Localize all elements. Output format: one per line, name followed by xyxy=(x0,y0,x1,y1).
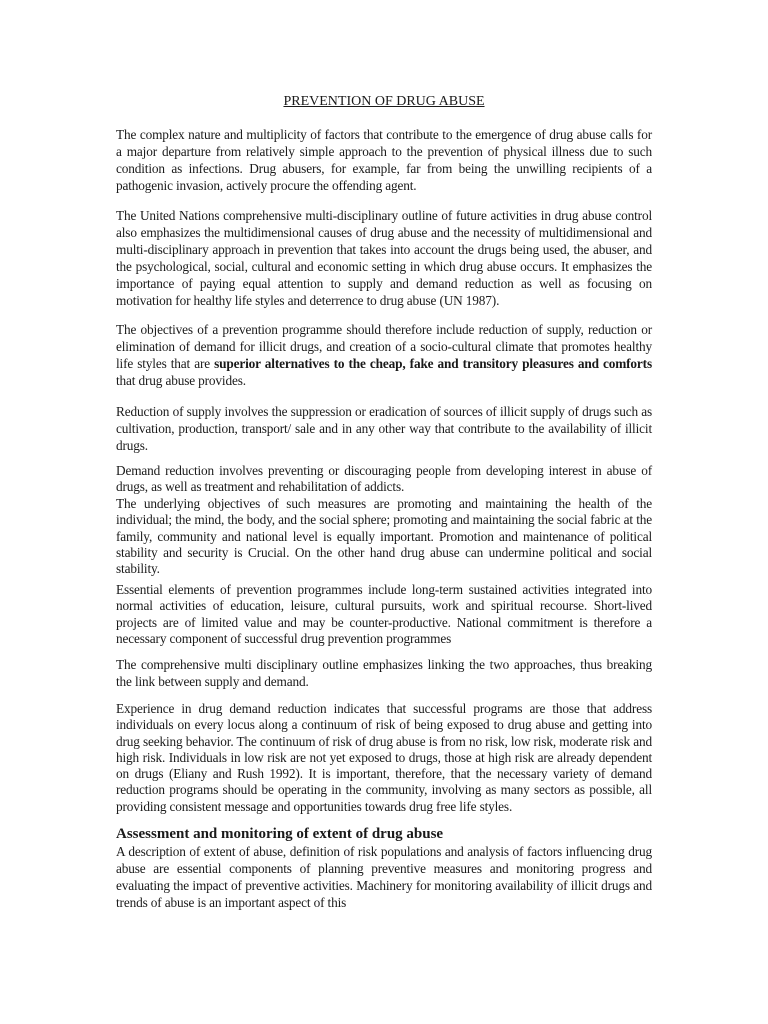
document-title: PREVENTION OF DRUG ABUSE xyxy=(283,94,485,109)
paragraph-united-nations: The United Nations comprehensive multi-disciplinary outline of future activities in drug abuse control also emphasizes the multidimensional causes of drug abuse and the necessity of multidimensional and multi-disciplinary approach in prevention that takes into account the drugs being used, the abuser, and the psychological, social, cultural and economic setting in which drug abuse occurs. It emphasizes the importance of paying equal attention to supply and demand reduction as well as focusing on motivation for healthy life styles and deterrence to drug abuse (UN 1987). xyxy=(116,208,652,308)
paragraph-assessment-description: A description of extent of abuse, definition of risk populations and analysis of factors influencing drug abuse are essential components of planning preventive measures and monitoring progress and evaluating the impact of preventive activities. Machinery for monitoring availability of illicit drugs and trends of abuse is an important aspect of this xyxy=(116,844,652,910)
paragraph-complex-nature: The complex nature and multiplicity of factors that contribute to the emergence of drug abuse calls for a major departure from relatively simple approach to the prevention of physical illness due to such condition as infections. Drug abusers, for example, far from being the unwilling recipients of a pathogenic invasion, actively procure the offending agent. xyxy=(116,127,652,193)
paragraph-demand-reduction: Demand reduction involves preventing or discouraging people from developing interest in abuse of drugs, as well as treatment and rehabilitation of addicts. xyxy=(116,463,652,495)
paragraph-essential-elements: Essential elements of prevention programmes include long-term sustained activities integrated into normal activities of education, leisure, cultural pursuits, work and spiritual recourse. Short-lived projects are of limited value and may be counter-productive. National commitment is therefore a necessary component of successful drug prevention programmes xyxy=(116,582,652,646)
objectives-text-bold: superior alternatives to the cheap, fake and transitory pleasures and comforts xyxy=(214,356,652,371)
paragraph-underlying-objectives: The underlying objectives of such measures are promoting and maintaining the health of the individual; the mind, the body, and the social sphere; promoting and maintaining the social fabric at the family, community and national level is equally important. Promotion and maintenance of political stability and security is Crucial. On the other hand drug abuse can undermine political and social stability. xyxy=(116,496,652,577)
objectives-text-start: The objectives of a prevention programme should therefore include reduction of supply, reduction or elimination of demand for illicit drugs, and creation of a socio-cultural climate that promotes healthy life styles that are xyxy=(116,322,652,371)
paragraph-experience: Experience in drug demand reduction indicates that successful programs are those that address individuals on every locus along a continuum of risk of being exposed to drug abuse and getting into drug seeking behavior. The continuum of risk of drug abuse is from no risk, low risk, moderate risk and high risk. Individuals in low risk are not yet exposed to drugs, those at high risk are already dependent on drugs (Eliany and Rush 1992). It is important, therefore, that the necessary variety of demand reduction programs should be operating in the community, involving as many sectors as possible, all providing consistent message and opportunities towards drug free life styles. xyxy=(116,701,652,814)
paragraph-supply-reduction: Reduction of supply involves the suppression or eradication of sources of illicit supply of drugs such as cultivation, production, transport/ sale and in any other way that contribute to the availability of illicit drugs. xyxy=(116,404,652,453)
objectives-text-end: that drug abuse provides. xyxy=(116,373,246,388)
section-heading-assessment: Assessment and monitoring of extent of drug abuse xyxy=(116,826,444,842)
paragraph-comprehensive-outline: The comprehensive multi disciplinary outline emphasizes linking the two approaches, thus breaking the link between supply and demand. xyxy=(116,657,652,689)
paragraph-objectives xyxy=(116,321,652,389)
